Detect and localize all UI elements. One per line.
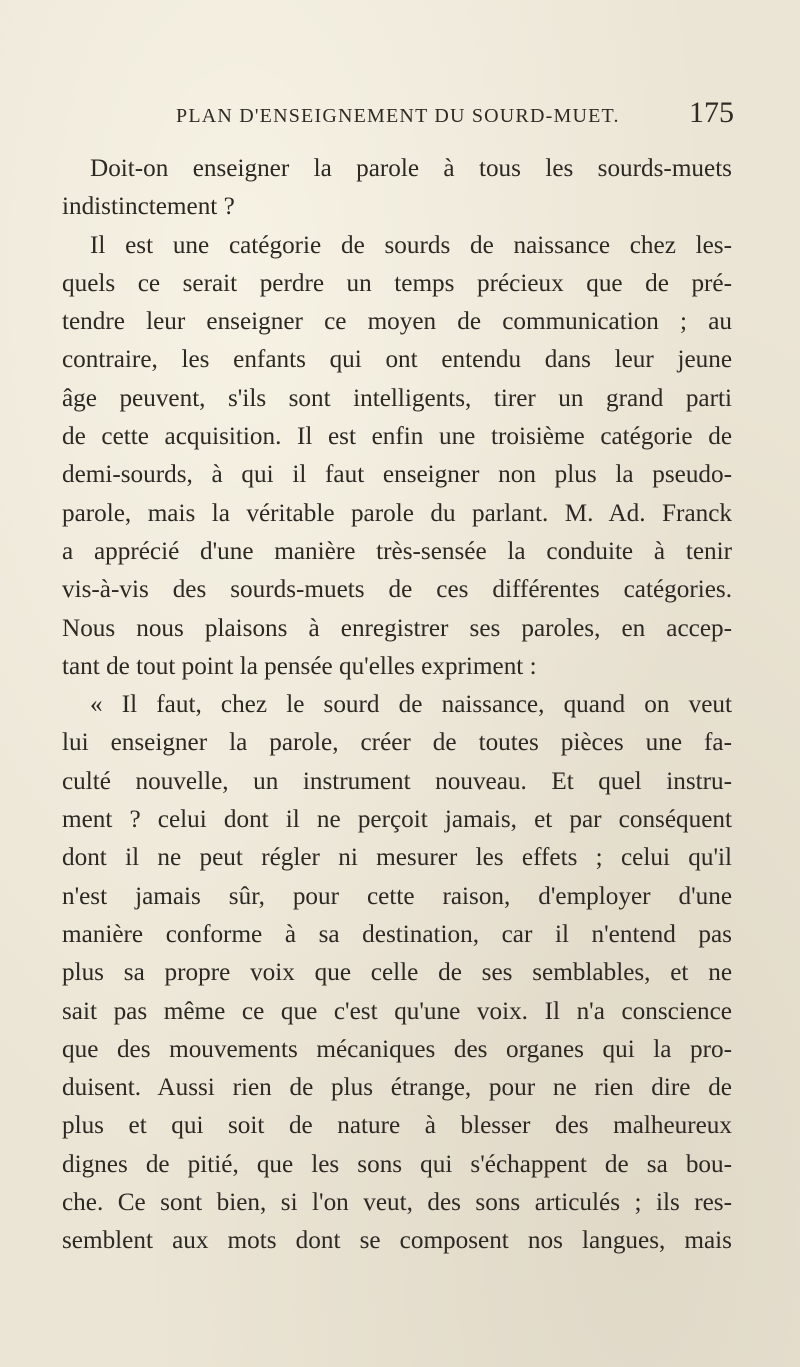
body-text (62, 150, 732, 1261)
text-line: n'est jamais sûr, pour cette raison, d'employer d'une (62, 882, 732, 910)
text-line: tant de tout point la pensée qu'elles expriment : (62, 652, 537, 680)
running-head: PLAN D'ENSEIGNEMENT DU SOURD-MUET. (176, 105, 620, 127)
text-line: semblent aux mots dont se composent nos langues, mais (62, 1227, 732, 1255)
text-line: dignes de pitié, que les sons qui s'échappent de sa bou- (62, 1150, 732, 1178)
text-line: vis-à-vis des sourds-muets de ces différentes catégories. (62, 576, 732, 604)
text-line: culté nouvelle, un instrument nouveau. Et quel instru- (62, 767, 732, 795)
page-header (176, 96, 734, 136)
text-line: de cette acquisition. Il est enfin une troisième catégorie de (62, 423, 732, 451)
text-line: Nous nous plaisons à enregistrer ses paroles, en accep- (62, 614, 732, 642)
text-line: manière conforme à sa destination, car il n'entend pas (62, 920, 732, 948)
text-line: Doit-on enseigner la parole à tous les sourds-muets (90, 155, 732, 182)
text-line: plus et qui soit de nature à blesser des malheureux (62, 1112, 732, 1140)
text-line: que des mouvements mécaniques des organes qui la pro- (62, 1035, 732, 1063)
text-line: indistinctement ? (62, 193, 235, 221)
text-line: sait pas même ce que c'est qu'une voix. Il n'a conscience (62, 997, 732, 1025)
text-line: dont il ne peut régler ni mesurer les effets ; celui qu'il (62, 844, 732, 872)
text-line: âge peuvent, s'ils sont intelligents, tirer un grand parti (62, 384, 732, 412)
page-number: 175 (689, 96, 734, 129)
text-line: duisent. Aussi rien de plus étrange, pour ne rien dire de (62, 1074, 732, 1102)
text-line: che. Ce sont bien, si l'on veut, des sons articulés ; ils res- (62, 1189, 732, 1217)
text-line: plus sa propre voix que celle de ses semblables, et ne (62, 959, 732, 987)
text-line: parole, mais la véritable parole du parlant. M. Ad. Franck (62, 499, 732, 527)
text-line: contraire, les enfants qui ont entendu dans leur jeune (62, 346, 732, 374)
text-line: « Il faut, chez le sourd de naissance, quand on veut (90, 691, 732, 719)
text-line: lui enseigner la parole, créer de toutes pièces une fa- (62, 729, 732, 757)
text-line: quels ce serait perdre un temps précieux que de pré- (62, 269, 732, 297)
text-line: a apprécié d'une manière très-sensée la conduite à tenir (62, 537, 732, 565)
text-line: ment ? celui dont il ne perçoit jamais, et par conséquent (62, 806, 732, 834)
text-line: Il est une catégorie de sourds de naissance chez les- (90, 231, 732, 259)
text-line: demi-sourds, à qui il faut enseigner non plus la pseudo- (62, 461, 732, 489)
text-line: tendre leur enseigner ce moyen de communication ; au (62, 308, 732, 336)
